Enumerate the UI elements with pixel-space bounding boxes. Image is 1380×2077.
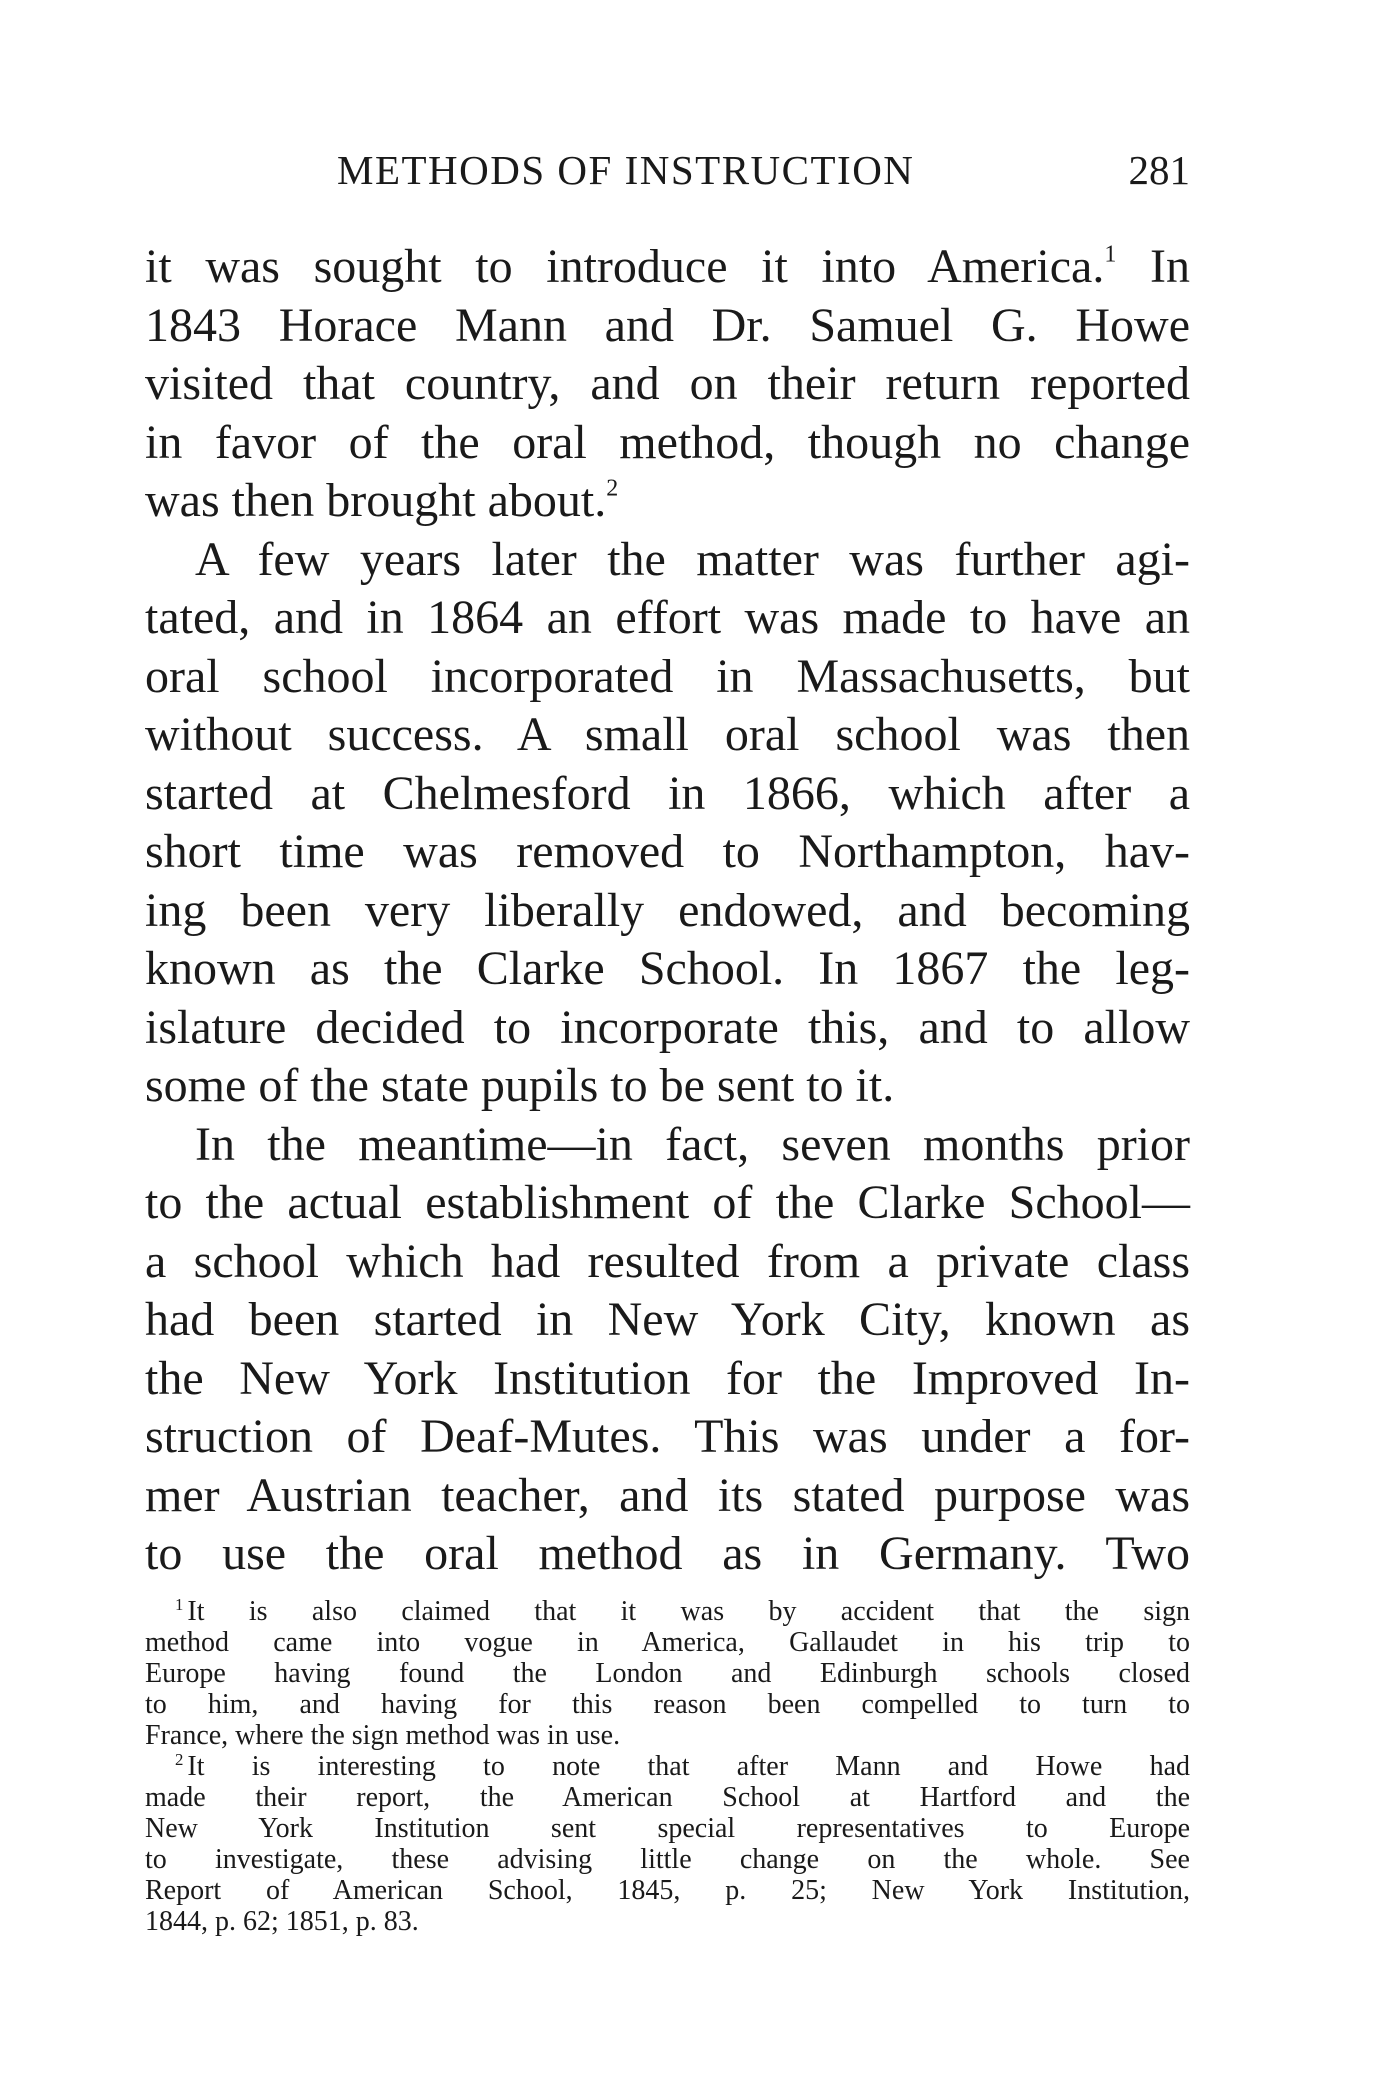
text-line: In the meantime—in fact, seven months prior xyxy=(195,1117,1190,1171)
text-line: mer Austrian teacher, and its stated purpose was xyxy=(145,1468,1190,1522)
footnote-1 xyxy=(145,1596,1190,1751)
footnote-line: France, where the sign method was in use. xyxy=(145,1720,621,1751)
text-line: without success. A small oral school was then xyxy=(145,708,1190,761)
footnote-line: method came into vogue in America, Gallaudet in his trip to xyxy=(145,1627,1190,1658)
footnote-ref-2: 2 xyxy=(606,475,619,502)
text-line: to the actual establishment of the Clarke School— xyxy=(145,1176,1190,1229)
footnotes xyxy=(145,1596,1190,1937)
footnote-line: Report of American School, 1845, p. 25; New York Institution, xyxy=(145,1875,1190,1906)
footnote-marker: 2 xyxy=(175,1749,184,1769)
text-line: a school which had resulted from a private class xyxy=(145,1234,1190,1288)
footnote-line: $^2$ It is interesting to note that after Mann and Howe had xyxy=(175,1749,1190,1782)
text-line: had been started in New York City, known as xyxy=(145,1293,1190,1346)
footnote-line: $^1$ It is also claimed that it was by accident that the sign xyxy=(175,1594,1190,1627)
text-line: tated, and in 1864 an effort was made to have an xyxy=(145,591,1190,644)
text-line: was then brought about.$^2$ xyxy=(145,474,619,527)
text-line: oral school incorporated in Massachusetts, but xyxy=(145,649,1190,703)
text-line: it was sought to introduce it into America.$^1$ In xyxy=(145,240,1191,293)
body-text xyxy=(145,238,1190,1584)
text-line: A few years later the matter was further agi- xyxy=(195,532,1190,586)
running-title: METHODS OF INSTRUCTION xyxy=(337,147,915,193)
footnote-line: New York Institution sent special representatives to Europe xyxy=(145,1813,1190,1844)
footnote-line: 1844, p. 62; 1851, p. 83. xyxy=(145,1906,419,1937)
text-line: visited that country, and on their return reported xyxy=(145,357,1190,410)
text-line: known as the Clarke School. In 1867 the leg- xyxy=(145,942,1190,995)
footnote-marker: 1 xyxy=(175,1594,184,1614)
text-line: in favor of the oral method, though no change xyxy=(145,415,1190,469)
text-line: started at Chelmesford in 1866, which after a xyxy=(145,766,1190,820)
footnote-ref-1: 1 xyxy=(1104,241,1117,268)
running-head xyxy=(145,140,1190,200)
text-line: the New York Institution for the Improved In- xyxy=(145,1351,1190,1405)
page-number: 281 xyxy=(1128,147,1190,193)
footnote-2 xyxy=(145,1751,1190,1937)
text-line: ing been very liberally endowed, and becoming xyxy=(145,883,1190,937)
footnote-line: Europe having found the London and Edinburgh schools closed xyxy=(145,1658,1190,1689)
text-line: 1843 Horace Mann and Dr. Samuel G. Howe xyxy=(145,298,1190,352)
text-line: struction of Deaf-Mutes. This was under a for- xyxy=(145,1410,1190,1463)
text-line: short time was removed to Northampton, hav- xyxy=(145,825,1190,878)
text-line: to use the oral method as in Germany. Two xyxy=(145,1527,1190,1580)
footnote-line: to investigate, these advising little change on the whole. See xyxy=(145,1844,1190,1875)
text-line: some of the state pupils to be sent to it. xyxy=(145,1059,895,1112)
footnote-line: made their report, the American School at Hartford and the xyxy=(145,1782,1190,1813)
footnote-line: to him, and having for this reason been compelled to turn to xyxy=(145,1689,1190,1720)
text-line: islature decided to incorporate this, and to allow xyxy=(145,1000,1190,1054)
